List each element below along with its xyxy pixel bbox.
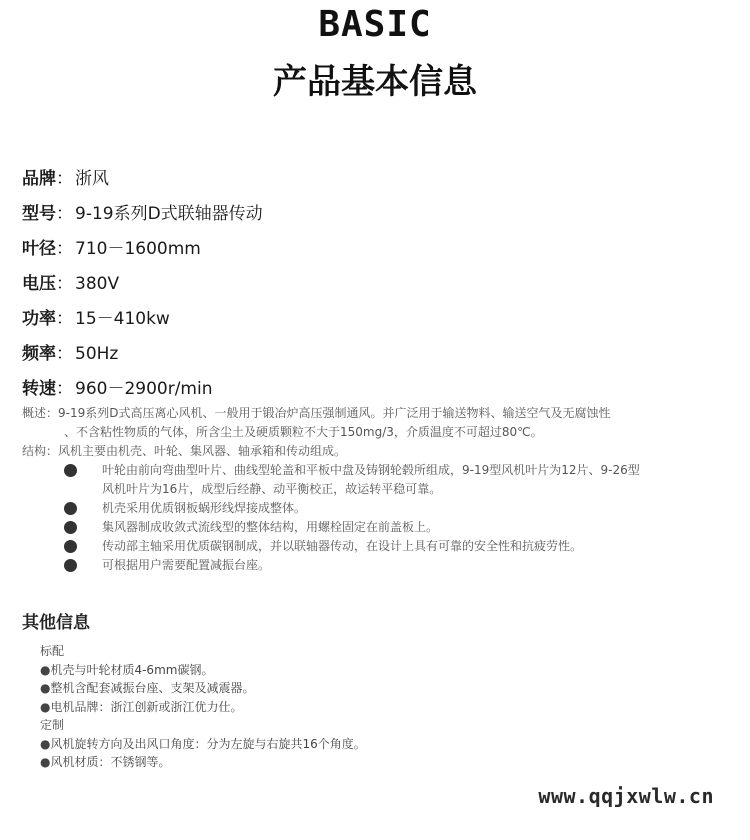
spec-row-frequency <box>22 341 722 376</box>
spec-value: 960－2900r/min <box>75 379 213 399</box>
spec-colon: ： <box>56 379 73 399</box>
bullet-dot-icon <box>64 559 77 572</box>
bullet-text: 传动部主轴采用优质碳钢制成，并以联轴器传动，在设计上具有可靠的安全性和抗疲劳性。 <box>102 539 583 553</box>
structure-bullet <box>22 499 727 518</box>
structure-bullet <box>22 537 727 556</box>
spec-label: 品牌 <box>22 169 56 189</box>
structure-intro: 结构：风机主要由机壳、叶轮、集风器、轴承箱和传动组成。 <box>22 444 347 458</box>
spec-row-brand <box>22 166 722 201</box>
spec-label: 电压 <box>22 274 56 294</box>
spec-row-model <box>22 201 722 236</box>
spec-row-power <box>22 306 722 341</box>
spec-label: 型号 <box>22 204 56 224</box>
overview-line: 概述：9-19系列D式高压离心风机、一般用于锻冶炉高压强制通风。并广泛用于输送物料、输送空气及无腐蚀性 <box>22 406 611 420</box>
structure-bullet <box>22 461 727 480</box>
description-section <box>22 404 727 575</box>
structure-bullet <box>22 518 727 537</box>
other-info-subheading: 标配 <box>40 644 65 658</box>
spec-colon: ： <box>56 204 73 224</box>
spec-colon: ： <box>56 309 73 329</box>
spec-value: 380V <box>75 274 120 294</box>
other-info-title: 其他信息 <box>22 613 90 633</box>
spec-label: 转速 <box>22 379 56 399</box>
other-info-item: ●风机旋转方向及出风口角度：分为左旋与右旋共16个角度。 <box>40 736 366 751</box>
other-info-list <box>40 642 366 772</box>
bullet-text: 叶轮由前向弯曲型叶片、曲线型轮盖和平板中盘及铸钢轮毂所组成，9-19型风机叶片为12片、9-26型 <box>102 463 640 477</box>
bullet-dot-icon <box>64 521 77 534</box>
spec-colon: ： <box>56 344 73 364</box>
spec-label: 频率 <box>22 344 56 364</box>
spec-colon: ： <box>56 169 73 189</box>
spec-value: 50Hz <box>75 344 119 364</box>
bullet-text: 可根据用户需要配置减振台座。 <box>102 558 271 572</box>
spec-value: 浙风 <box>75 169 109 189</box>
bullet-text: 机壳采用优质钢板蜗形线焊接成整体。 <box>102 501 307 515</box>
spec-colon: ： <box>56 239 73 259</box>
spec-row-impeller-diameter <box>22 236 722 271</box>
structure-bullet <box>22 556 727 575</box>
spec-value: 710－1600mm <box>75 239 201 259</box>
spec-label: 叶径 <box>22 239 56 259</box>
other-info-item: ●电机品牌：浙江创新或浙江优力仕。 <box>40 699 243 714</box>
other-info-item: ●风机材质：不锈钢等。 <box>40 755 171 769</box>
spec-list <box>22 166 722 411</box>
title-english: BASIC <box>318 4 432 45</box>
watermark-url: www.qqjxwlw.cn <box>538 784 714 808</box>
bullet-dot-icon <box>64 464 77 477</box>
spec-colon: ： <box>56 274 73 294</box>
spec-row-voltage <box>22 271 722 306</box>
overview-line: 、不含粘性物质的气体，所含尘土及硬质颗粒不大于150mg/3，介质温度不可超过80℃。 <box>64 425 543 439</box>
page-title: 产品基本信息 <box>273 62 477 102</box>
other-info-item: ●整机含配套减振台座、支架及减震器。 <box>40 681 255 695</box>
other-info-subheading: 定制 <box>40 718 65 732</box>
structure-bullet-continuation <box>22 480 727 499</box>
spec-label: 功率 <box>22 309 56 329</box>
spec-value: 9-19系列D式联轴器传动 <box>75 204 263 224</box>
bullet-dot-icon <box>64 540 77 553</box>
bullet-dot-icon <box>64 502 77 515</box>
other-info-item: ●机壳与叶轮材质4-6mm碳钢。 <box>40 662 214 677</box>
spec-value: 15－410kw <box>75 309 170 329</box>
bullet-text: 风机叶片为16片，成型后经静、动平衡校正，故运转平稳可靠。 <box>102 482 442 496</box>
bullet-text: 集风器制成收敛式流线型的整体结构，用螺栓固定在前盖板上。 <box>102 520 439 534</box>
